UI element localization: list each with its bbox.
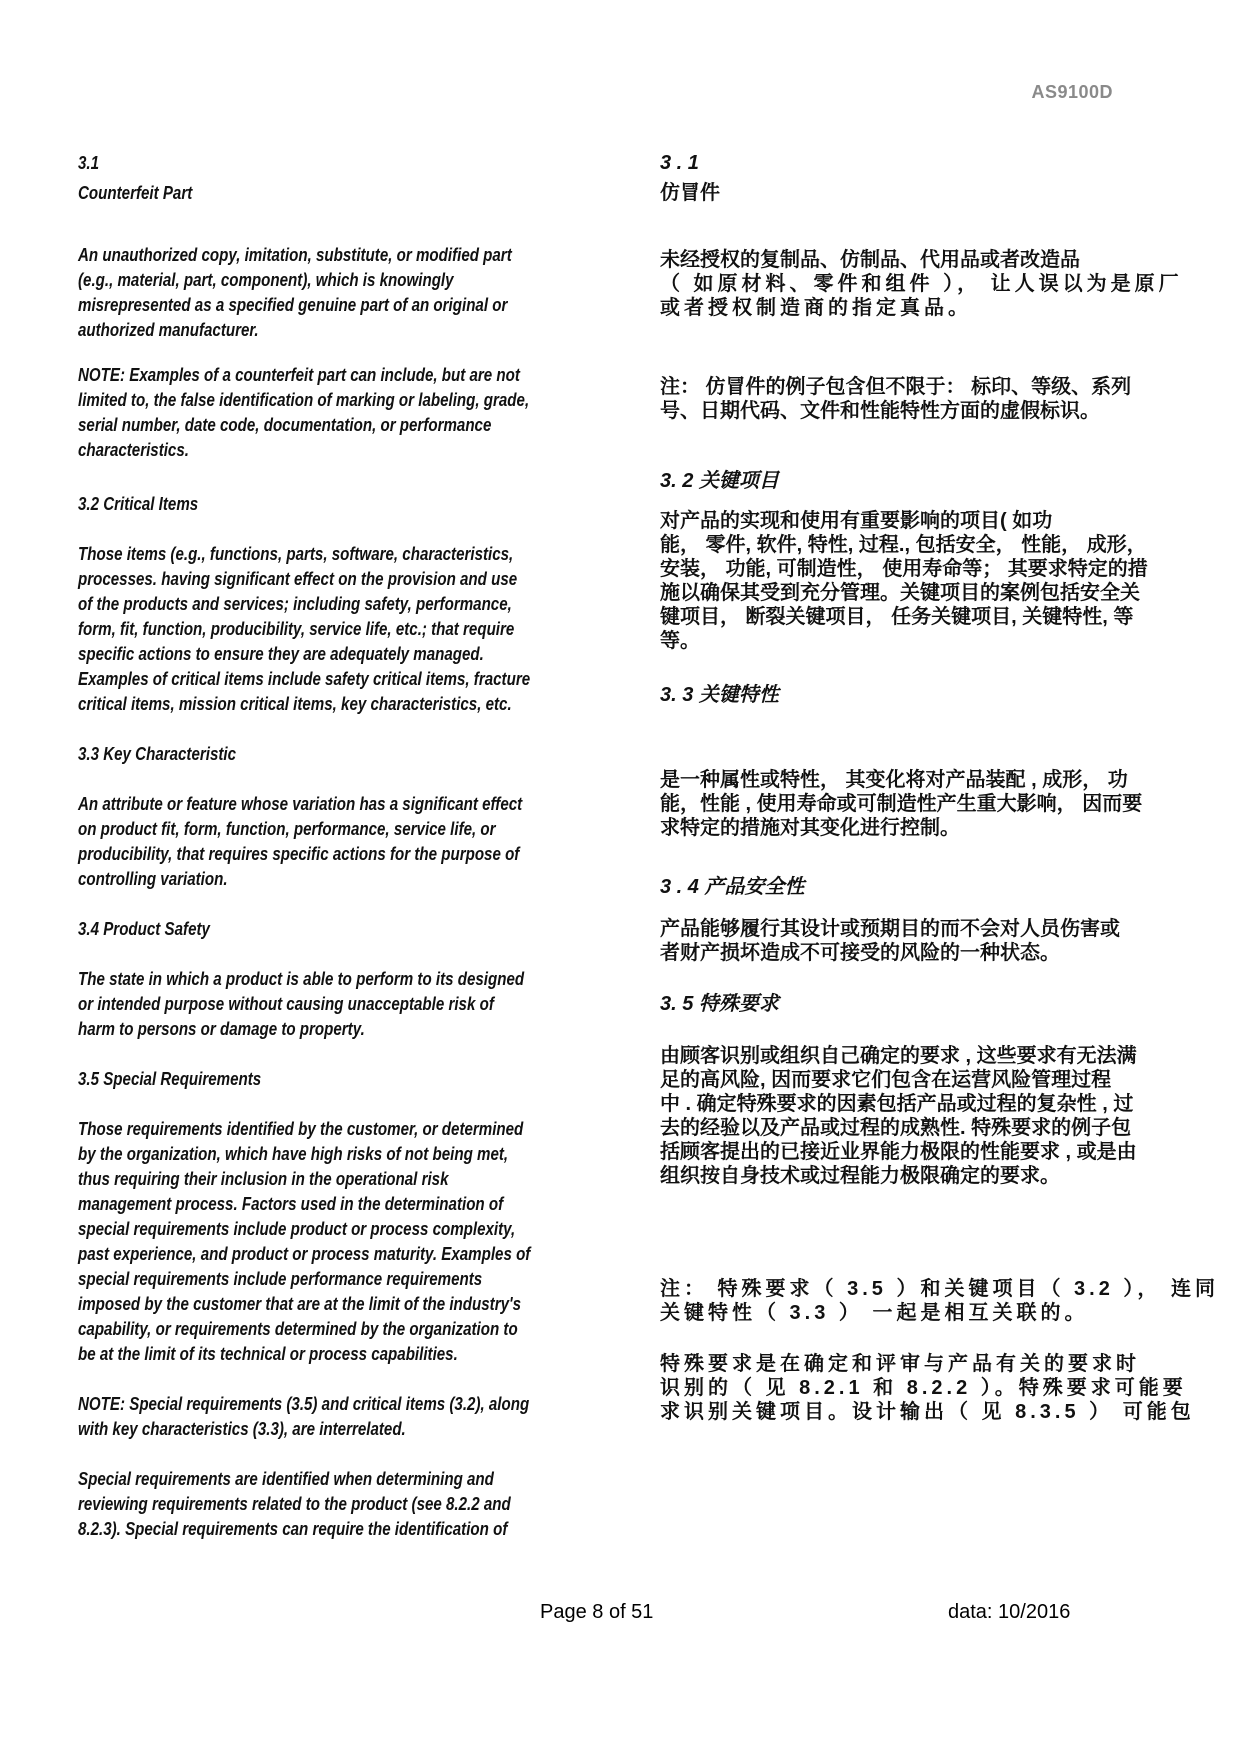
right-para-block-13 <box>660 1352 1195 1424</box>
left-heading-block-4 <box>78 492 618 517</box>
left-para-block-9 <box>78 967 618 1042</box>
right-heading-block-4 <box>660 469 1130 493</box>
left-para-block-3 <box>78 363 618 463</box>
right-para-block-3 <box>660 375 1130 423</box>
text-line: 3. 2 关键项目 <box>660 470 779 492</box>
text-line: 或者授权制造商的指定真品。 <box>660 297 972 319</box>
text-line: Those requirements identified by the customer, or determined <box>78 1119 524 1139</box>
text-line: producibility, that requires specific actions for the purpose of <box>78 844 520 864</box>
text-line: special requirements include performance requirements <box>78 1269 483 1289</box>
text-line: 键项目， 断裂关键项目， 任务关键项目, 关键特性, 等 <box>660 606 1134 628</box>
text-line: 能， 零件, 软件, 特性, 过程., 包括安全， 性能， 成形， <box>660 534 1147 556</box>
text-line: on product fit, form, function, performance, service life, or <box>78 819 496 839</box>
right-para-block-12 <box>660 1277 1219 1325</box>
text-line: be at the limit of its technical or process capabilities. <box>78 1344 458 1364</box>
text-line: The state in which a product is able to perform to its designed <box>78 969 525 989</box>
text-line: 3 . 4 产品安全性 <box>660 876 805 898</box>
text-line: 等。 <box>660 630 700 652</box>
page-number-footer: Page 8 of 51 <box>540 1601 654 1623</box>
text-line: 特殊要求是在确定和评审与产品有关的要求时 <box>660 1353 1140 1375</box>
text-line: 3.2 Critical Items <box>78 494 199 514</box>
left-title-block-1 <box>78 148 618 208</box>
text-line: processes. having significant effect on the provision and use <box>78 569 518 589</box>
text-line: form, fit, function, producibility, service life, etc.; that require <box>78 619 515 639</box>
text-line: 8.2.3). Special requirements can require the identification of <box>78 1519 508 1539</box>
english-text-column <box>78 148 618 1542</box>
text-line: serial number, date code, documentation, or performance <box>78 415 492 435</box>
text-line: 3.5 Special Requirements <box>78 1069 262 1089</box>
text-line: 去的经验以及产品或过程的成熟性. 特殊要求的例子包 <box>660 1117 1132 1139</box>
text-line: by the organization, which have high risks of not being met, <box>78 1144 509 1164</box>
text-line: 未经授权的复制品、仿制品、代用品或者改造品 <box>660 249 1080 271</box>
text-line: 施以确保其受到充分管理。关键项目的案例包括安全关 <box>660 582 1140 604</box>
left-para-block-12 <box>78 1392 618 1442</box>
text-line: An unauthorized copy, imitation, substitute, or modified part <box>78 245 512 265</box>
text-line: misrepresented as a specified genuine part of an original or <box>78 295 508 315</box>
text-line: controlling variation. <box>78 869 228 889</box>
left-para-block-2 <box>78 243 618 343</box>
text-line: authorized manufacturer. <box>78 320 259 340</box>
right-para-block-2 <box>660 248 1183 320</box>
text-line: with key characteristics (3.3), are interrelated. <box>78 1419 406 1439</box>
text-line: or intended purpose without causing unacceptable risk of <box>78 994 494 1014</box>
document-code-header: AS9100D <box>1031 82 1113 102</box>
text-line: special requirements include product or process complexity, <box>78 1219 516 1239</box>
right-title-block-1 <box>660 148 1130 208</box>
text-line: 仿冒件 <box>660 182 720 204</box>
text-line: 关键特性（ 3.3 ） 一起是相互关联的。 <box>660 1302 1089 1324</box>
right-heading-block-8 <box>660 875 1130 899</box>
text-line: 中 . 确定特殊要求的因素包括产品或过程的复杂性 , 过 <box>660 1093 1134 1115</box>
text-line: 括顾客提出的已接近业界能力极限的性能要求 , 或是由 <box>660 1141 1137 1163</box>
left-heading-block-10 <box>78 1067 618 1092</box>
text-line: 对产品的实现和使用有重要影响的项目( 如功 <box>660 510 1053 532</box>
text-line: 由顾客识别或组织自己确定的要求 , 这些要求有无法满 <box>660 1045 1137 1067</box>
left-heading-block-6 <box>78 742 618 767</box>
text-line: management process. Factors used in the determination of <box>78 1194 504 1214</box>
right-heading-block-6 <box>660 683 1130 707</box>
text-line: （ 如原材料、零件和组件 ）， 让人误以为是原厂 <box>660 273 1183 295</box>
text-line: harm to persons or damage to property. <box>78 1019 365 1039</box>
text-line: 3 . 1 <box>660 152 699 174</box>
text-line: 足的高风险, 因而要求它们包含在运营风险管理过程 <box>660 1069 1112 1091</box>
text-line: 3.1 <box>78 153 100 173</box>
text-line: 3. 3 关键特性 <box>660 684 779 706</box>
text-line: NOTE: Special requirements (3.5) and critical items (3.2), along <box>78 1394 530 1414</box>
left-para-block-11 <box>78 1117 618 1367</box>
left-para-block-5 <box>78 542 618 717</box>
text-line: 识别的（ 见 8.2.1 和 8.2.2 ）。特殊要求可能要 <box>660 1377 1187 1399</box>
text-line: thus requiring their inclusion in the operational risk <box>78 1169 449 1189</box>
text-line: NOTE: Examples of a counterfeit part can include, but are not <box>78 365 520 385</box>
date-footer: data: 10/2016 <box>948 1601 1071 1623</box>
text-line: critical items, mission critical items, key characteristics, etc. <box>78 694 512 714</box>
text-line: 注： 特殊要求（ 3.5 ）和关键项目（ 3.2 ）， 连同 <box>660 1278 1219 1300</box>
text-line: 组织按自身技术或过程能力极限确定的要求。 <box>660 1165 1060 1187</box>
text-line: 3. 5 特殊要求 <box>660 993 779 1015</box>
text-line: 安装， 功能, 可制造性， 使用寿命等； 其要求特定的措 <box>660 558 1148 580</box>
text-line: imposed by the customer that are at the limit of the industry's <box>78 1294 521 1314</box>
text-line: 产品能够履行其设计或预期目的而不会对人员伤害或 <box>660 918 1120 940</box>
left-para-block-7 <box>78 792 618 892</box>
text-line: characteristics. <box>78 440 189 460</box>
text-line: Those items (e.g., functions, parts, software, characteristics, <box>78 544 514 564</box>
text-line: 者财产损坏造成不可接受的风险的一种状态。 <box>660 942 1060 964</box>
right-para-block-5 <box>660 509 1148 653</box>
text-line: specific actions to ensure they are adequately managed. <box>78 644 484 664</box>
text-line: Examples of critical items include safety critical items, fracture <box>78 669 531 689</box>
text-line: reviewing requirements related to the product (see 8.2.2 and <box>78 1494 511 1514</box>
text-line: Special requirements are identified when determining and <box>78 1469 494 1489</box>
text-line: 注： 仿冒件的例子包含但不限于： 标印、等级、系列 <box>660 376 1132 398</box>
text-line: (e.g., material, part, component), which is knowingly <box>78 270 454 290</box>
right-para-block-11 <box>660 1044 1137 1188</box>
text-line: 求特定的措施对其变化进行控制。 <box>660 817 960 839</box>
text-line: 是一种属性或特性， 其变化将对产品装配 , 成形， 功 <box>660 769 1128 791</box>
text-line: 能，性能 , 使用寿命或可制造性产生重大影响， 因而要 <box>660 793 1143 815</box>
left-para-block-13 <box>78 1467 618 1542</box>
text-line: capability, or requirements determined by the organization to <box>78 1319 518 1339</box>
text-line: 3.3 Key Characteristic <box>78 744 237 764</box>
text-line: past experience, and product or process maturity. Examples of <box>78 1244 531 1264</box>
right-para-block-9 <box>660 917 1130 965</box>
text-line: 3.4 Product Safety <box>78 919 210 939</box>
text-line: 号、日期代码、文件和性能特性方面的虚假标识。 <box>660 400 1100 422</box>
text-line: 求识别关键项目。设计输出（ 见 8.3.5 ） 可能包 <box>660 1401 1195 1423</box>
right-heading-block-10 <box>660 992 1130 1016</box>
chinese-text-column <box>660 148 1219 1424</box>
right-para-block-7 <box>660 768 1143 840</box>
text-line: An attribute or feature whose variation has a significant effect <box>78 794 523 814</box>
text-line: Counterfeit Part <box>78 183 193 203</box>
text-line: limited to, the false identification of marking or labeling, grade, <box>78 390 530 410</box>
left-heading-block-8 <box>78 917 618 942</box>
text-line: of the products and services; including safety, performance, <box>78 594 512 614</box>
